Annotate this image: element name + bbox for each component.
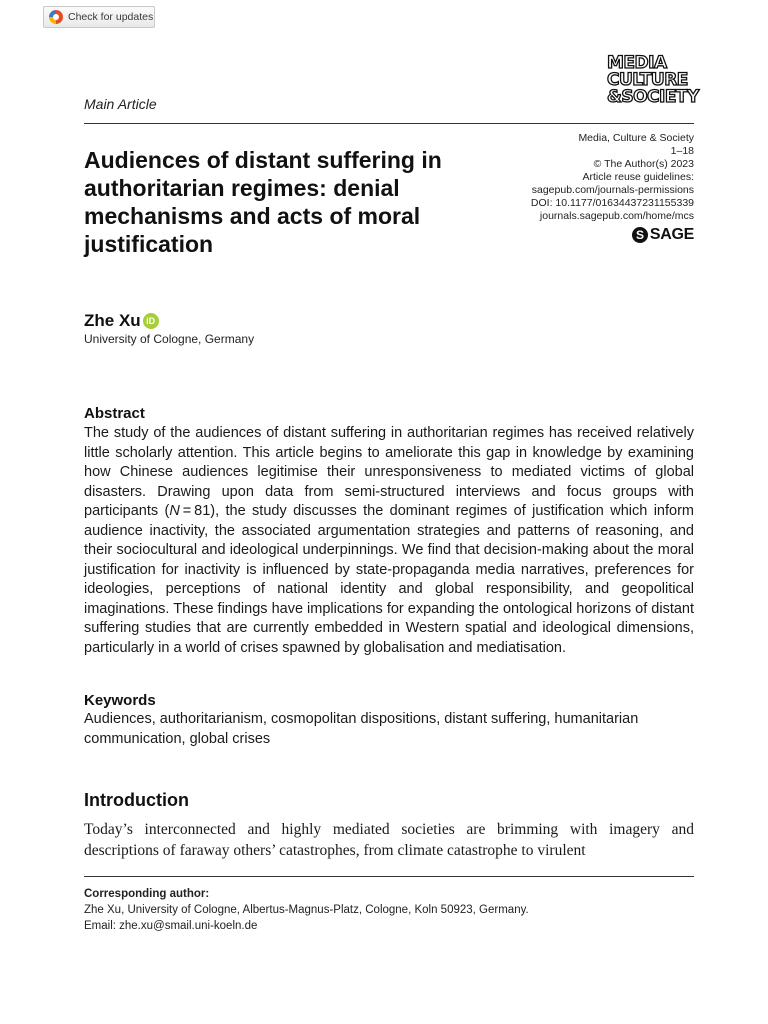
corresponding-author (84, 886, 529, 934)
corresponding-author-address: Zhe Xu, University of Cologne, Albertus-Magnus-Platz, Cologne, Koln 50923, Germany. (84, 904, 529, 916)
author-name[interactable]: Zhe Xu (84, 311, 141, 330)
journal-home-link[interactable]: journals.sagepub.com/home/mcs (539, 210, 694, 222)
check-for-updates-label: Check for updates (68, 11, 154, 23)
sage-mark-icon: S (632, 227, 648, 243)
abstract-text: The study of the audiences of distant suffering in authoritarian regimes has received relatively little scholarly attention. This article begins to ameliorate this gap in knowledge by examining how Chinese audiences legitimise their unresponsiveness to mediated victims of global disasters. Drawing upon data from semi-structured interviews and focus groups with participants (N = 81), the study discusses the dominant regimes of justification which inform audience inactivity, the associated argumentation strategies and patterns of reasoning, and their sociocultural and ideological underpinnings. We find that decision-making about the moral justification for inactivity is influenced by state-propaganda media narratives, preferences for ideologies, perceptions of national identity and global responsibility, and geopolitical imaginations. These findings have implications for expanding the ontological horizons of distant suffering studies that are currently embedded in Western spatial and ideological dimensions, particularly in a world of crises spawned by globalisation and mediatisation. (84, 425, 694, 656)
author-affiliation: University of Cologne, Germany (84, 332, 255, 346)
doi-link[interactable]: DOI: 10.1177/01634437231155339 (530, 197, 694, 209)
sage-wordmark: SAGE (649, 226, 694, 243)
reuse-label: Article reuse guidelines: (582, 171, 694, 183)
sage-logo (632, 226, 694, 244)
reuse-link[interactable]: sagepub.com/journals-permissions (531, 184, 694, 196)
journal-name: Media, Culture & Society (578, 132, 694, 144)
introduction-heading: Introduction (84, 790, 189, 810)
abstract-heading: Abstract (84, 405, 145, 422)
header-divider (84, 123, 694, 124)
introduction-text: Today’s interconnected and highly mediated societies are brimming with imagery and descriptions of faraway others’ catastrophes, from climate catastrophe to virulent (84, 821, 694, 859)
crossmark-icon (49, 10, 63, 24)
keywords-text: Audiences, authoritarianism, cosmopolitan dispositions, distant suffering, humanitarian communication, global crises (84, 711, 639, 747)
page-range: 1–18 (670, 145, 694, 157)
sample-size-symbol: N (169, 503, 180, 519)
article-type: Main Article (84, 96, 157, 112)
journal-logo: MEDIA CULTURE &SOCIETY (607, 53, 699, 107)
author-row (84, 311, 159, 331)
orcid-icon[interactable]: iD (143, 313, 159, 329)
sample-size-value: = 81 (179, 503, 211, 519)
corresponding-author-email[interactable]: Email: zhe.xu@smail.uni-koeln.de (84, 920, 258, 932)
copyright: © The Author(s) 2023 (593, 158, 694, 170)
footnote-divider (84, 876, 694, 877)
check-for-updates-button[interactable] (43, 6, 155, 28)
corresponding-author-heading: Corresponding author: (84, 888, 210, 900)
article-title: Audiences of distant suffering in authoritarian regimes: denial mechanisms and acts of moral justification (84, 147, 442, 257)
journal-metadata (531, 132, 694, 223)
keywords-heading: Keywords (84, 692, 156, 709)
